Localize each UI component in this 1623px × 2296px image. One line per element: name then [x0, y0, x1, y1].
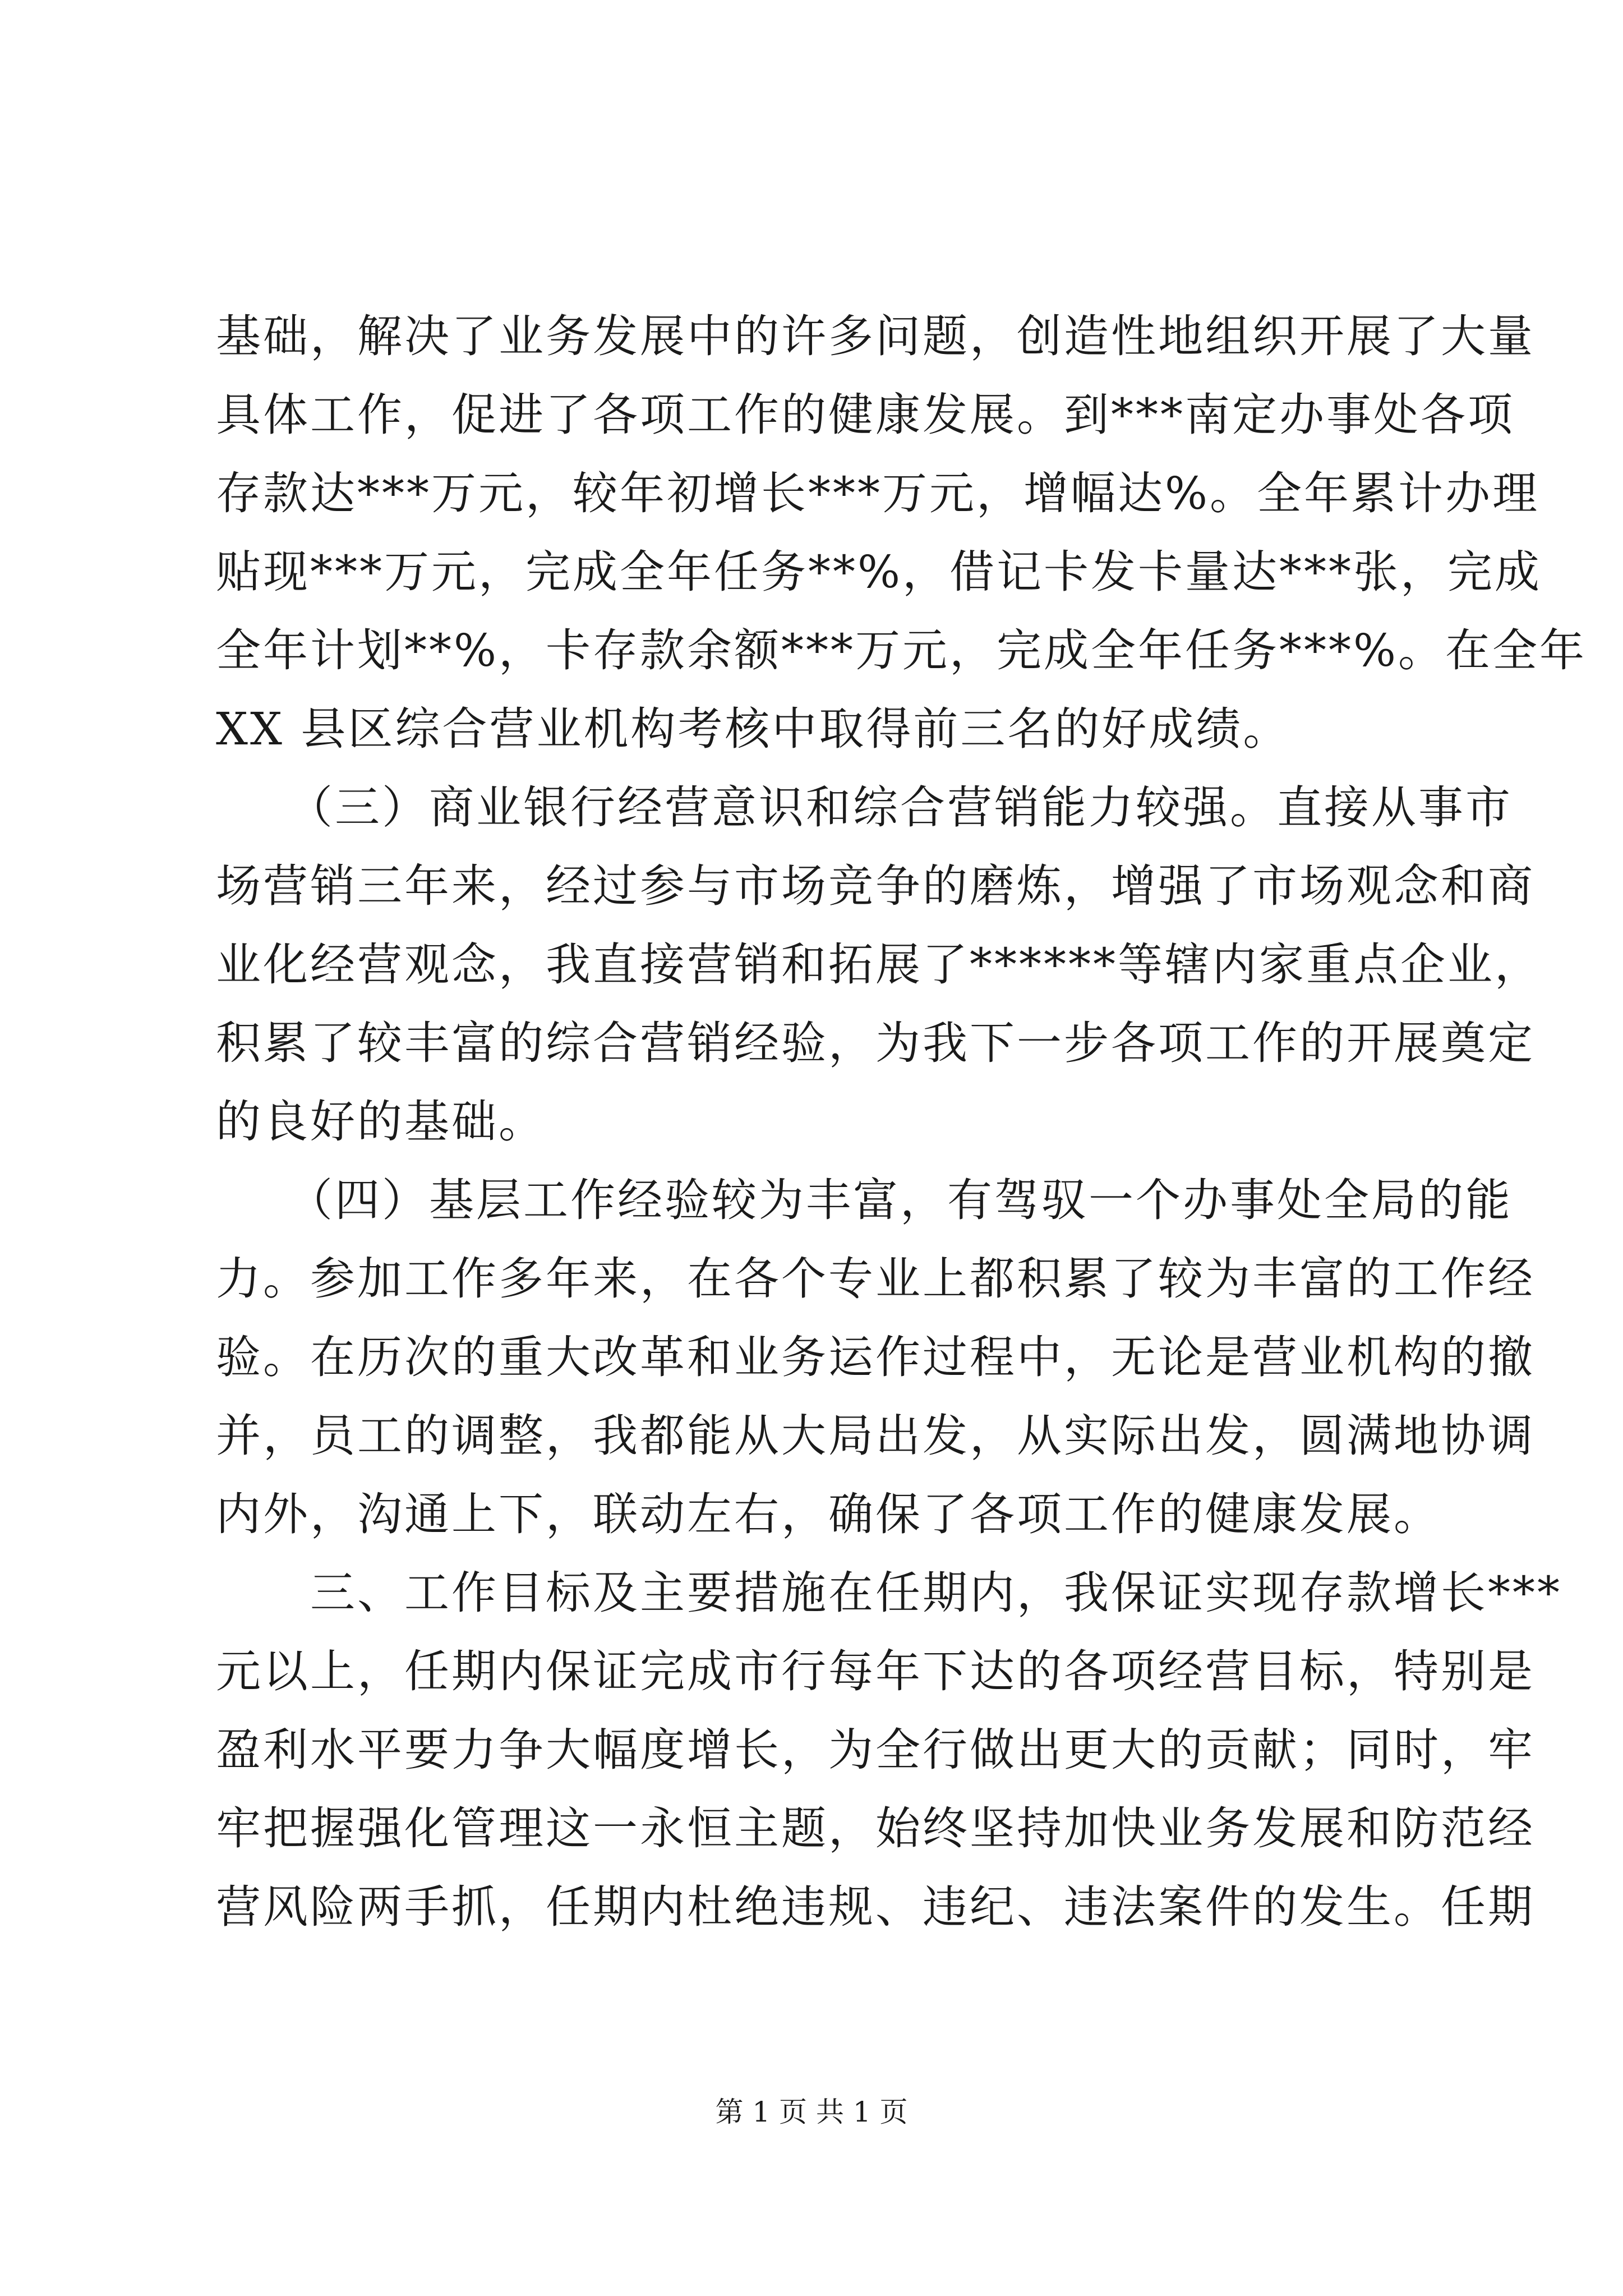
text-line: 场营销三年来，经过参与市场竞争的磨炼，增强了市场观念和商 — [216, 860, 1535, 912]
text-line: （四）基层工作经验较为丰富，有驾驭一个办事处全局的能 — [216, 1174, 1513, 1226]
text-line: 验。在历次的重大改革和业务运作过程中，无论是营业机构的撤 — [216, 1331, 1535, 1383]
text-line: （三）商业银行经营意识和综合营销能力较强。直接从事市 — [216, 781, 1513, 834]
text-line: 力。参加工作多年来，在各个专业上都积累了较为丰富的工作经 — [216, 1253, 1535, 1305]
text-line: 基础，解决了业务发展中的许多问题，创造性地组织开展了大量 — [216, 310, 1535, 362]
page-footer: 第 1 页 共 1 页 — [715, 2096, 908, 2128]
text-line: 三、工作目标及主要措施在任期内，我保证实现存款增长*** — [216, 1567, 1562, 1619]
text-line: 营风险两手抓，任期内杜绝违规、违纪、违法案件的发生。任期 — [216, 1881, 1535, 1933]
text-line: 存款达***万元，较年初增长***万元，增幅达%。全年累计办理 — [216, 467, 1540, 519]
text-line: 具体工作，促进了各项工作的健康发展。到***南定办事处各项 — [216, 389, 1515, 441]
text-line: 贴现***万元，完成全年任务**%，借记卡发卡量达***张，完成 — [216, 546, 1542, 598]
text-line: 业化经营观念，我直接营销和拓展了******等辖内家重点企业， — [216, 938, 1542, 991]
text-line: 牢把握强化管理这一永恒主题，始终坚持加快业务发展和防范经 — [216, 1802, 1535, 1855]
text-line: 盈利水平要力争大幅度增长，为全行做出更大的贡献；同时，牢 — [216, 1724, 1535, 1776]
text-line: 的良好的基础。 — [216, 1096, 546, 1148]
text-line: 内外，沟通上下，联动左右，确保了各项工作的健康发展。 — [216, 1488, 1441, 1540]
text-line: XX 县区综合营业机构考核中取得前三名的好成绩。 — [216, 703, 1290, 755]
text-line: 并，员工的调整，我都能从大局出发，从实际出发，圆满地协调 — [216, 1410, 1535, 1462]
body-text — [216, 297, 1587, 1947]
text-line: 元以上，任期内保证完成市行每年下达的各项经营目标，特别是 — [216, 1645, 1535, 1697]
text-line: 积累了较丰富的综合营销经验，为我下一步各项工作的开展奠定 — [216, 1017, 1535, 1069]
text-line: 全年计划**%，卡存款余额***万元，完成全年任务***%。在全年 — [216, 624, 1587, 677]
